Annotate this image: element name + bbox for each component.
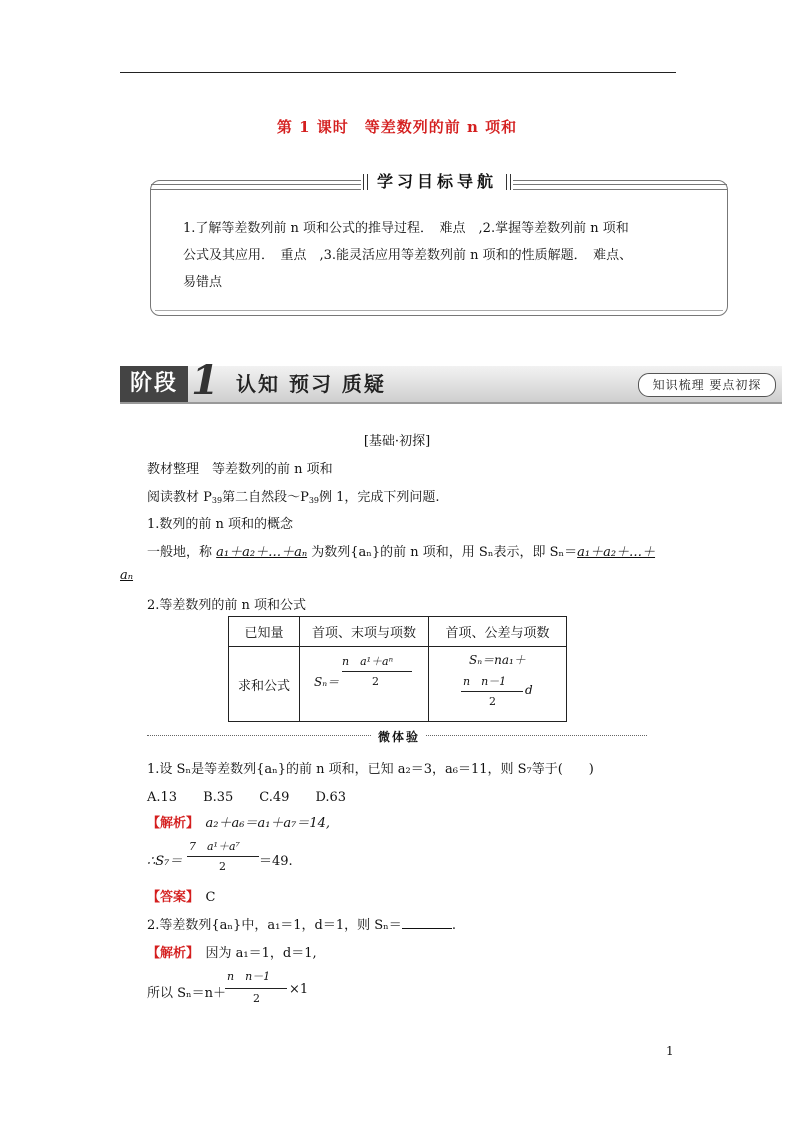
weitiyan-label: 微体验	[372, 728, 426, 745]
goal-line: 易错点	[183, 275, 223, 290]
text: 例 1，完成下列问题.	[319, 490, 440, 505]
formula-denominator: 2	[372, 675, 379, 688]
formula-1	[300, 649, 428, 719]
text: 为数列{aₙ}的前 n 项和，用 Sₙ表示，即 Sₙ＝	[307, 545, 578, 560]
calc-result: ＝49.	[259, 854, 293, 869]
fraction-bar	[461, 691, 523, 692]
question-text: 2.等差数列{aₙ}中，a₁＝1，d＝1，则 Sₙ＝	[147, 918, 402, 933]
concept-heading: 1.数列的前 n 项和的概念	[147, 517, 294, 532]
section-header: [基础·初探]	[363, 434, 431, 449]
formula-denominator: 2	[489, 695, 496, 708]
calc-numerator: 7 a¹＋a⁷	[189, 840, 240, 853]
goal-line: 公式及其应用． 重点 ,3.能灵活应用等差数列前 n 项和的性质解题． 难点、	[183, 248, 633, 263]
goal-line: 1.了解等差数列前 n 项和公式的推导过程． 难点 ,2.掌握等差数列前 n 项和	[183, 221, 629, 236]
question-1: 1.设 Sₙ是等差数列{aₙ}的前 n 项和，已知 a₂＝3，a₆＝11，则 S₇等于( )	[147, 762, 594, 777]
formula-numerator: n n－1	[463, 675, 507, 688]
blank-answer: a₁＋a₂＋…＋	[577, 545, 656, 560]
stage-number: 1	[191, 357, 219, 404]
answer-blank[interactable]	[402, 916, 452, 929]
formula-cell-1	[300, 647, 429, 722]
question-1-options: A.13 B.35 C.49 D.63	[147, 790, 347, 805]
definition-continuation: aₙ	[120, 568, 134, 583]
question-2-analysis	[147, 942, 317, 961]
calc-lhs: 所以 Sₙ＝n＋	[147, 986, 227, 1001]
text: 一般地，称	[147, 545, 217, 560]
text: 第二自然段～P	[222, 490, 309, 505]
stage-label: 阶段	[120, 366, 188, 402]
goals-text	[183, 215, 703, 296]
formula-heading: 2.等差数列的前 n 项和公式	[147, 598, 307, 613]
analysis-text: a₂＋a₆＝a₁＋a₇＝14,	[205, 816, 331, 831]
sum-formula-table	[228, 616, 567, 722]
formula-2	[429, 649, 566, 719]
stage-tag: 知识梳理 要点初探	[638, 373, 776, 397]
analysis-label: 【解析】	[147, 816, 193, 831]
calc-lhs: ∴S₇＝	[147, 854, 183, 869]
calc-numerator: n n－1	[227, 970, 271, 983]
calc-denominator: 2	[253, 992, 260, 1005]
analysis-text: 因为 a₁＝1，d＝1,	[205, 946, 317, 961]
subscript: 39	[211, 496, 223, 505]
fraction-bar	[225, 988, 287, 989]
question-text-end: .	[451, 918, 456, 933]
question-1-analysis	[147, 812, 330, 831]
reading-instruction	[147, 486, 440, 505]
goals-heading: 学习目标导航	[361, 169, 513, 195]
goals-bottom-rule	[155, 310, 723, 311]
definition-line	[147, 541, 655, 560]
table-header: 首项、末项与项数	[300, 617, 429, 647]
formula-top: Sₙ＝na₁＋	[469, 653, 526, 667]
table-header: 已知量	[229, 617, 300, 647]
subscript: 39	[308, 496, 320, 505]
learning-goals-box	[150, 172, 728, 316]
formula-tail: d	[525, 683, 533, 697]
table-header: 首项、公差与项数	[429, 617, 567, 647]
page-number: 1	[666, 1044, 674, 1058]
question-2	[147, 914, 456, 933]
blank-answer: a₁＋a₂＋…＋aₙ	[216, 545, 308, 560]
fraction-bar	[342, 671, 412, 672]
lesson-title: 第 1 课时 等差数列的前 n 项和	[276, 118, 518, 136]
header-rule	[120, 72, 676, 73]
answer-value: C	[205, 890, 216, 905]
question-2-calc	[147, 968, 447, 1008]
text: 阅读教材 P	[147, 490, 212, 505]
textbook-heading: 教材整理 等差数列的前 n 项和	[147, 462, 333, 477]
question-1-calc	[147, 838, 447, 878]
calc-denominator: 2	[219, 860, 226, 873]
answer-label: 【答案】	[147, 890, 193, 905]
stage-title: 认知 预习 质疑	[236, 372, 386, 396]
fraction-bar	[187, 856, 259, 857]
analysis-label: 【解析】	[147, 946, 193, 961]
table-row-label: 求和公式	[229, 647, 300, 722]
question-1-answer	[147, 886, 215, 905]
formula-numerator: n a¹＋aⁿ	[342, 655, 394, 668]
formula-cell-2	[429, 647, 567, 722]
formula-lhs: Sₙ＝	[314, 675, 340, 689]
calc-tail: ×1	[289, 982, 309, 997]
